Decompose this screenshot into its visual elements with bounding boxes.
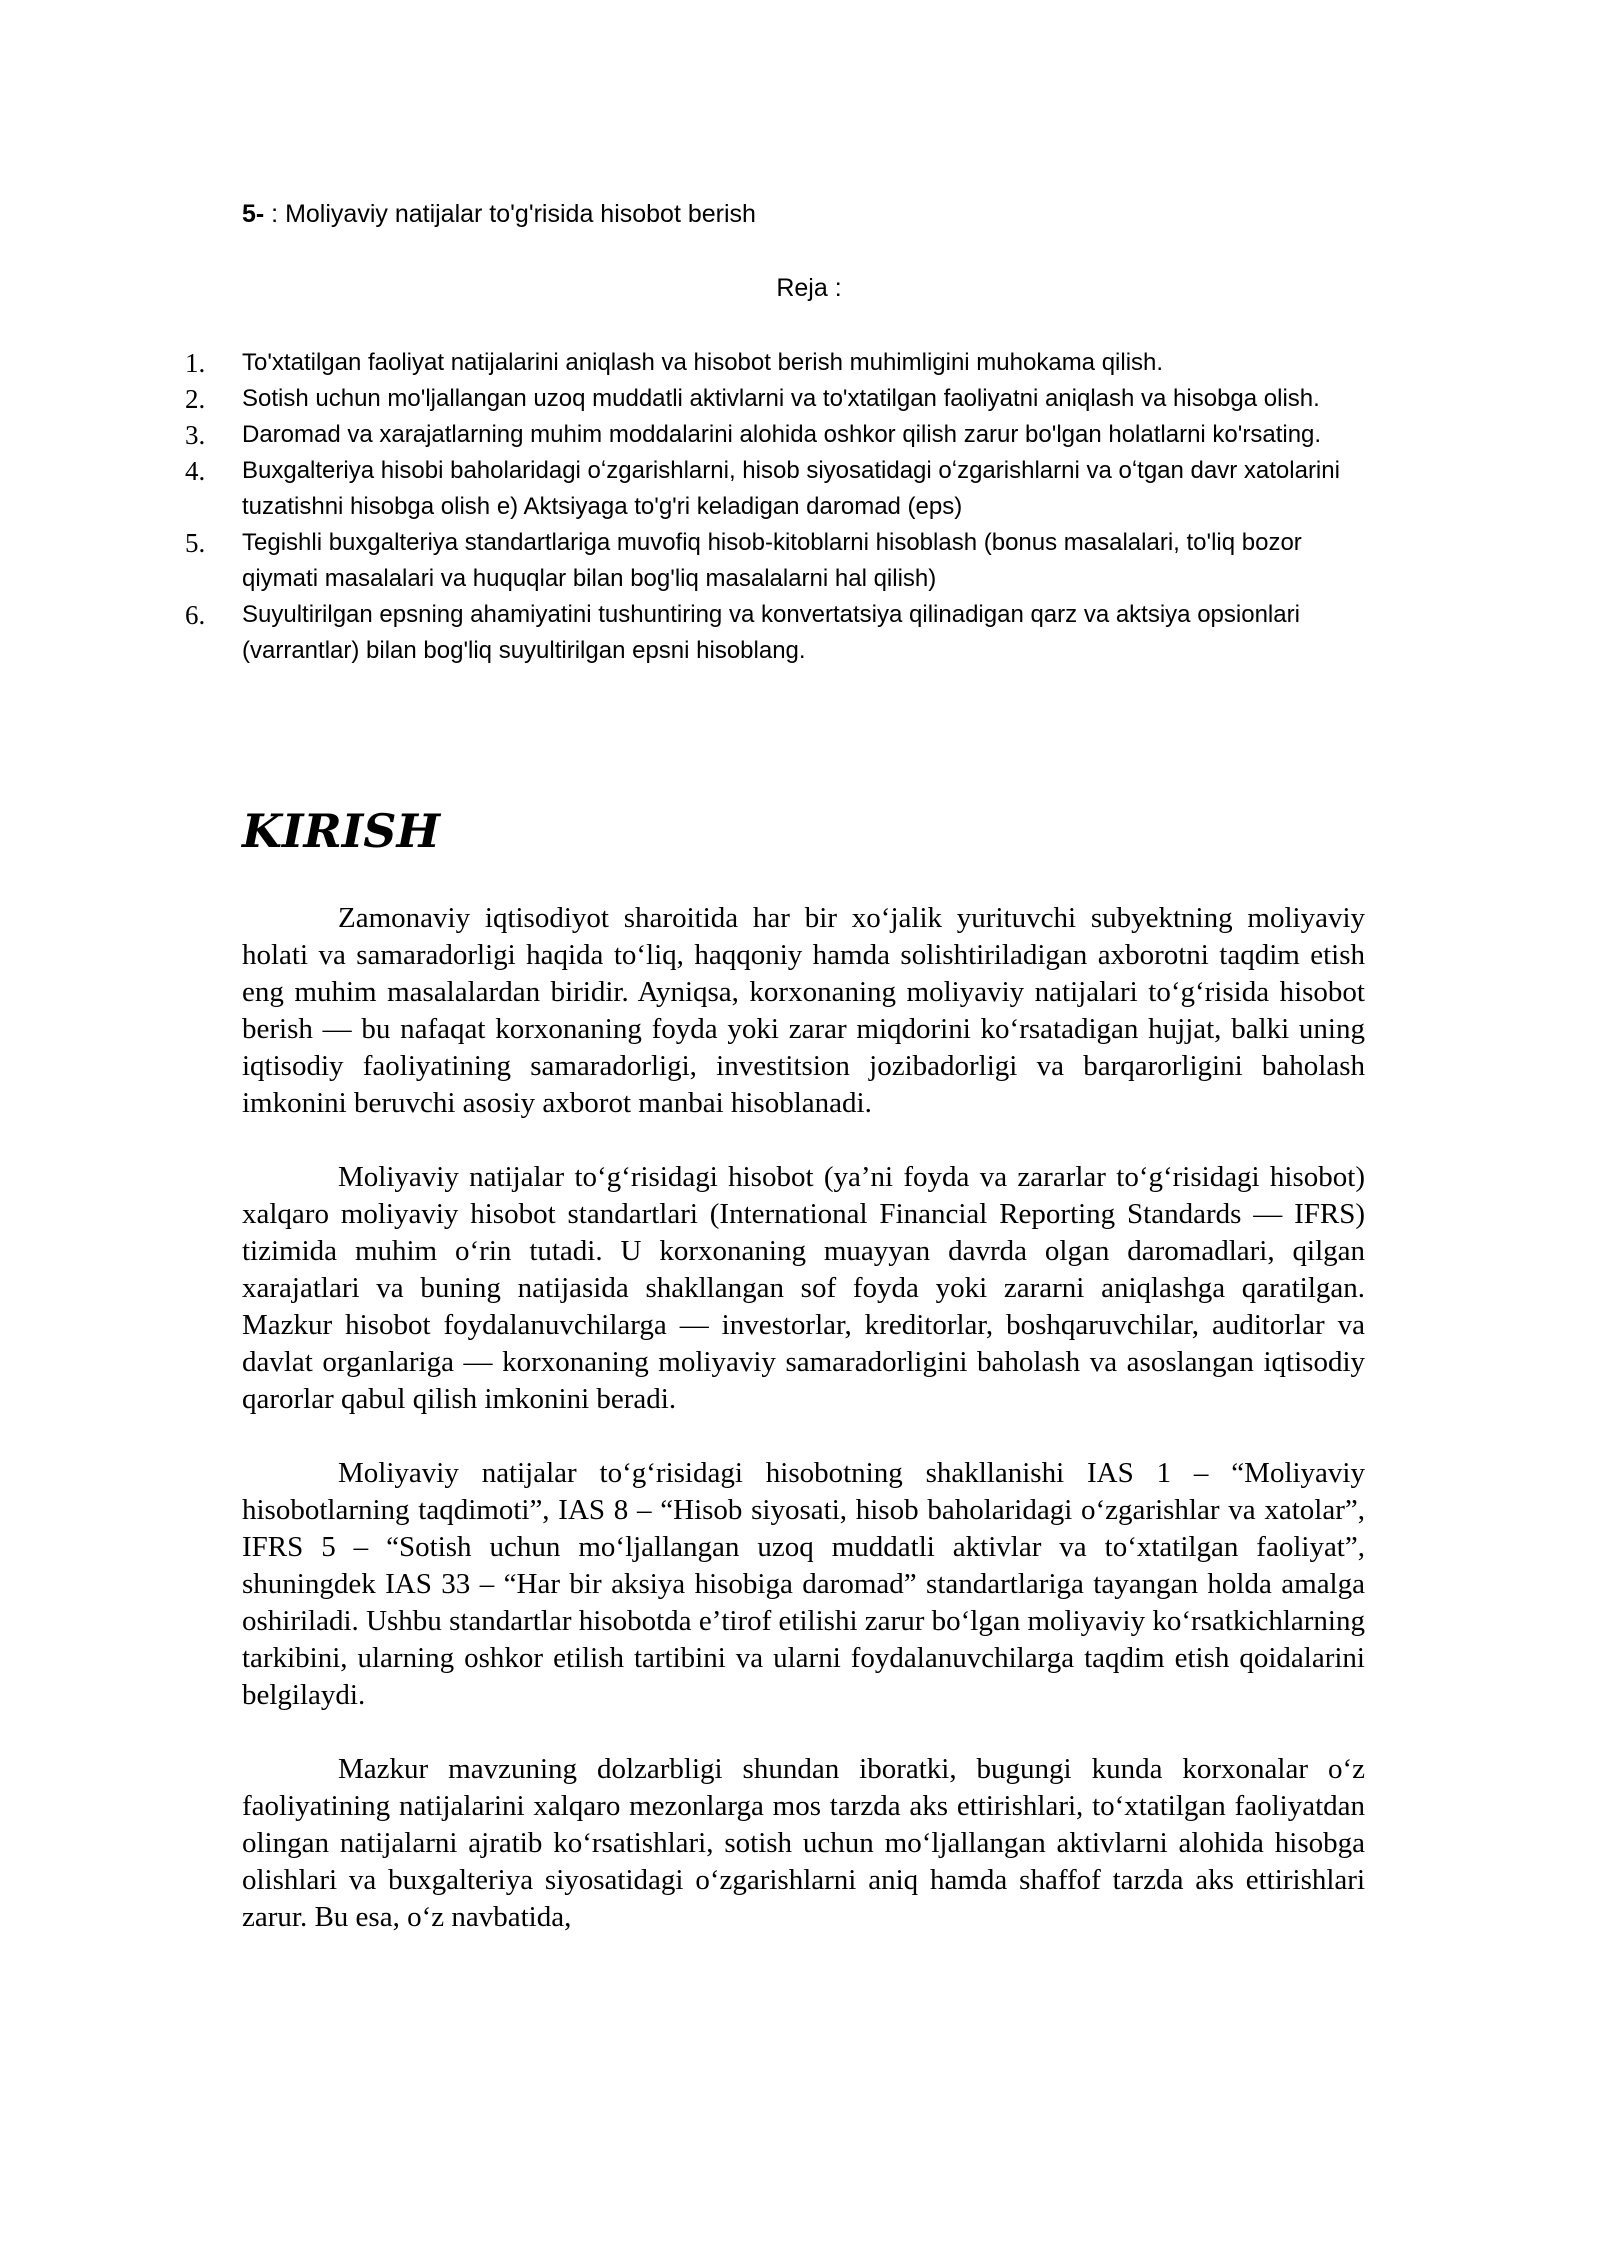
plan-title [0, 270, 1600, 306]
plan-item-number: 3. [185, 420, 206, 450]
plan-item [185, 597, 1365, 669]
plan-item-number: 6. [185, 600, 206, 630]
section-heading: KIRISH [242, 804, 440, 858]
paragraph: Moliyaviy natijalar toʻgʻrisidagi hisobotning shakllanishi IAS 1 – “Moliyaviy hisobotlarning taqdimoti”, IAS 8 – “Hisob siyosati, hisob baholaridagi oʻzgarishlar va xatolar”, IFRS 5 – “Sotish uchun moʻljallangan uzoq muddatli aktivlar va toʻxtatilgan faoliyat”, shuningdek IAS 33 – “Har bir aksiya hisobiga daromad” standartlariga tayangan holda amalga oshiriladi. Ushbu standartlar hisobotda eʼtirof etilishi zarur boʻlgan moliyaviy koʻrsatkichlarning tarkibini, ularning oshkor etilish tartibini va ularni foydalanuvchilarga taqdim etish qoidalarini belgilaydi. [242, 1457, 1365, 1711]
plan-title-text: Reja : [776, 274, 842, 302]
paragraph: Mazkur mavzuning dolzarbligi shundan iboratki, bugungi kunda korxonalar oʻz faoliyatining natijalarini xalqaro mezonlarga mos tarzda aks ettirishlari, toʻxtatilgan faoliyatdan olingan natijalarni ajratib koʻrsatishlari, sotish uchun moʻljallangan aktivlarni alohida hisobga olishlari va buxgalteriya siyosatidagi oʻzgarishlarni aniq hamda shaffof tarzda aks ettirishlari zarur. Bu esa, oʻz navbatida, [242, 1753, 1365, 1933]
plan-item [185, 417, 1365, 453]
plan-item-text: Sotish uchun mo'ljallangan uzoq muddatli aktivlarni va to'xtatilgan faoliyatni aniqlash va hisobga olish. [242, 385, 1320, 412]
plan-item [185, 453, 1365, 525]
plan-item-text: To'xtatilgan faoliyat natijalarini aniqlash va hisobot berish muhimligini muhokama qilish. [242, 349, 1164, 376]
plan-item [185, 345, 1365, 381]
paragraph: Moliyaviy natijalar toʻgʻrisidagi hisobot (yaʼni foyda va zararlar toʻgʻrisidagi hisobot) xalqaro moliyaviy hisobot standartlari (International Financial Reporting Standards — IFRS) tizimida muhim oʻrin tutadi. U korxonaning muayyan davrda olgan daromadlari, qilgan xarajatlari va buning natijasida shakllangan sof foyda yoki zararni aniqlashga qaratilgan. Mazkur hisobot foydalanuvchilarga — investorlar, kreditorlar, boshqaruvchilar, auditorlar va davlat organlariga — korxonaning moliyaviy samaradorligini baholash va asoslangan iqtisodiy qarorlar qabul qilish imkonini beradi. [242, 1161, 1365, 1415]
plan-item-text: Daromad va xarajatlarning muhim moddalarini alohida oshkor qilish zarur bo'lgan holatlarni ko'rsating. [242, 421, 1322, 448]
paragraph: Zamonaviy iqtisodiyot sharoitida har bir xoʻjalik yurituvchi subyektning moliyaviy holati va samaradorligi haqida toʻliq, haqqoniy hamda solishtiriladigan axborotni taqdim etish eng muhim masalalardan biridir. Ayniqsa, korxonaning moliyaviy natijalari toʻgʻrisida hisobot berish — bu nafaqat korxonaning foyda yoki zarar miqdorini koʻrsatadigan hujjat, balki uning iqtisodiy faoliyatining samaradorligi, investitsion jozibadorligi va barqarorligini baholash imkonini beruvchi asosiy axborot manbai hisoblanadi. [242, 902, 1365, 1119]
plan-item-text: Suyultirilgan epsning ahamiyatini tushuntiring va konvertatsiya qilinadigan qarz va aktsiya opsionlari (varrantlar) bilan bog'liq suyultirilgan epsni hisoblang. [242, 601, 1300, 664]
plan-item-text: Tegishli buxgalteriya standartlariga muvofiq hisob-kitoblarni hisoblash (bonus masalalari, to'liq bozor qiymati masalalari va huquqlar bilan bog'liq masalalarni hal qilish) [242, 529, 1302, 592]
topic-title: : Moliyaviy natijalar to'g'risida hisobot berish [264, 200, 756, 228]
topic-number: 5- [242, 200, 265, 228]
body-text [242, 900, 1365, 1973]
plan-item [185, 381, 1365, 417]
topic-line [242, 196, 756, 232]
plan-item [185, 525, 1365, 597]
plan-item-number: 2. [185, 384, 206, 414]
plan-item-number: 5. [185, 528, 206, 558]
plan-item-text: Buxgalteriya hisobi baholaridagi oʻzgarishlarni, hisob siyosatidagi oʻzgarishlarni va oʻtgan davr xatolarini tuzatishni hisobga olish e) Aktsiyaga to'g'ri keladigan daromad (eps) [242, 457, 1340, 520]
plan-item-number: 1. [185, 348, 206, 378]
plan-item-number: 4. [185, 456, 206, 486]
plan-list [185, 345, 1365, 669]
